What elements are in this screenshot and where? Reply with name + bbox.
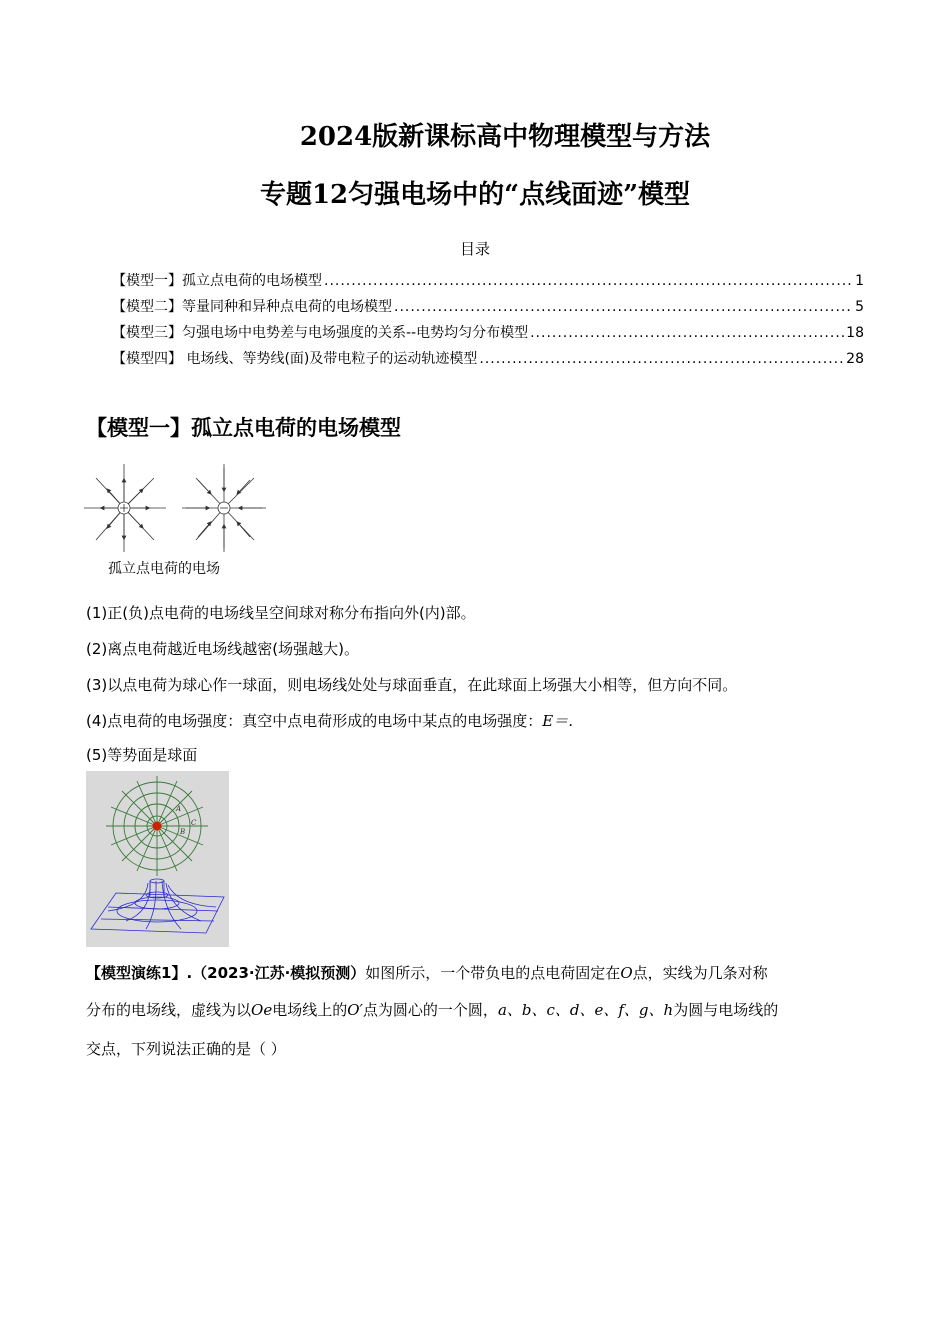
point-1: (1)正(负)点电荷的电场线呈空间球对称分布指向外(内)部。 xyxy=(86,604,476,622)
toc-entry-label: 【模型四】 电场线、等势线(面)及带电粒子的运动轨迹模型 xyxy=(112,351,478,367)
point-4-text: (4)点电荷的电场强度：真空中点电荷形成的电场中某点的电场强度： xyxy=(86,712,543,730)
toc-entry-label: 【模型二】等量同种和异种点电荷的电场模型 xyxy=(112,299,392,315)
equipotential-surface-figure xyxy=(86,771,229,947)
toc-entry-page: 28 xyxy=(846,351,864,367)
point-5: (5)等势面是球面 xyxy=(86,746,198,764)
toc-entry-3[interactable] xyxy=(112,322,864,348)
intersection-points: a、b、c、d、e、f、g、h xyxy=(497,1001,674,1019)
point-charge-field-figure xyxy=(84,460,274,556)
toc-heading: 目录 xyxy=(459,240,490,258)
point-o: O xyxy=(620,964,633,982)
toc-leader-dots xyxy=(530,325,844,341)
exercise-text: 点，实线为几条对称 xyxy=(632,964,768,982)
toc-leader-dots xyxy=(394,299,853,315)
toc-entry-page: 18 xyxy=(846,325,864,341)
exercise-text: 为圆与电场线的 xyxy=(673,1001,779,1019)
exercise-text: 如图所示，一个带负电的点电荷固定在 xyxy=(365,964,621,982)
toc-entry-label: 【模型一】孤立点电荷的电场模型 xyxy=(112,273,322,289)
exercise-source: （2023·江苏·模拟预测） xyxy=(192,964,366,982)
label-c: C xyxy=(191,819,197,827)
toc-leader-dots xyxy=(479,351,844,367)
equipotential-illustration xyxy=(86,771,229,947)
document-subtitle: 专题12匀强电场中的“点线面迹”模型 xyxy=(259,180,691,210)
label-b: B xyxy=(180,828,186,836)
positive-charge-diagram xyxy=(84,464,166,552)
line-oe: Oe xyxy=(251,1001,273,1019)
exercise-text: 电场线上的 xyxy=(272,1001,348,1019)
document-title: 2024版新课标高中物理模型与方法 xyxy=(299,122,711,152)
figure-caption: 孤立点电荷的电场 xyxy=(108,561,220,577)
point-o-prime: O′ xyxy=(347,1001,363,1019)
exercise-line-2 xyxy=(86,999,866,1020)
negative-charge-diagram xyxy=(182,464,266,552)
section-heading: 【模型一】孤立点电荷的电场模型 xyxy=(86,416,401,440)
point-3: (3)以点电荷为球心作一球面，则电场线处处与球面垂直，在此球面上场强大小相等，但方向不同。 xyxy=(86,676,738,694)
toc-leader-dots xyxy=(324,273,853,289)
exercise-text: 分布的电场线，虚线为以 xyxy=(86,1001,252,1019)
point-4 xyxy=(86,710,573,731)
electric-field-formula: E＝. xyxy=(542,712,573,730)
exercise-text: 点为圆心的一个圆， xyxy=(362,1001,498,1019)
table-of-contents xyxy=(112,270,864,374)
exercise-line-1 xyxy=(86,962,866,983)
potential-surface xyxy=(91,879,224,933)
toc-entry-page: 1 xyxy=(855,273,864,289)
label-a: A xyxy=(176,805,182,813)
toc-entry-4[interactable] xyxy=(112,348,864,374)
charge-dot xyxy=(153,822,162,831)
toc-entry-label: 【模型三】匀强电场中电势差与电场强度的关系--电势均匀分布模型 xyxy=(112,325,529,341)
toc-entry-page: 5 xyxy=(855,299,864,315)
toc-entry-2[interactable] xyxy=(112,296,864,322)
exercise-line-3: 交点，下列说法正确的是（ ） xyxy=(86,1040,286,1058)
exercise-tag: 【模型演练1】. xyxy=(86,964,193,982)
point-2: (2)离点电荷越近电场线越密(场强越大)。 xyxy=(86,640,359,658)
toc-entry-1[interactable] xyxy=(112,270,864,296)
